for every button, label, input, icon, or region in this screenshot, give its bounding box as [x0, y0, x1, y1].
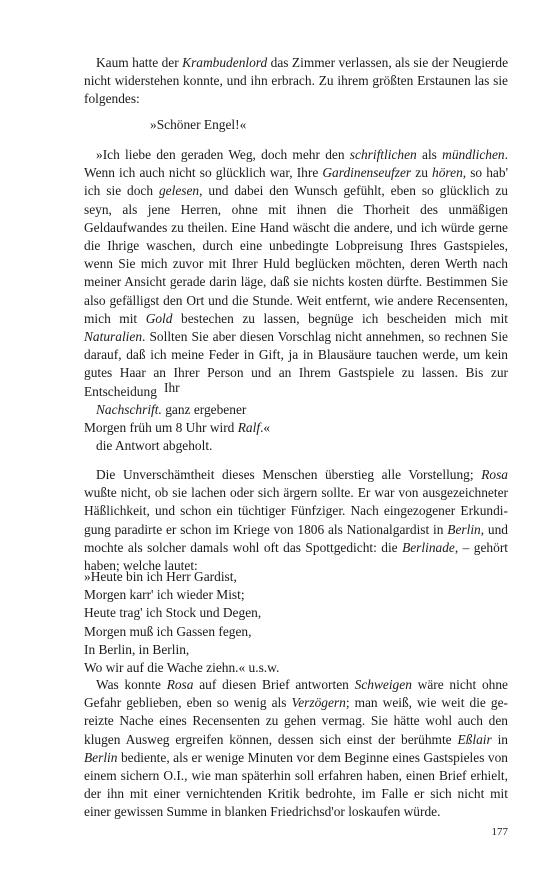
postscript-line-1: Nachschrift. ganz ergebener [96, 402, 247, 417]
poem-line: Wo wir auf die Wache ziehn.« u.s.w. [84, 660, 280, 676]
postscript-line-3: die Antwort abgeholt. [96, 438, 213, 453]
poem-line: Morgen muß ich Gassen fegen, [84, 623, 252, 639]
page-number: 177 [491, 826, 508, 838]
paragraph-closing: Was konnte Rosa auf diesen Brief antworten Schweigen wäre nicht ohne Gefahr geblieben, eben so wenig als Verzögern; man weiß, wie weit die gereizte Nache eines Recensenten zu gehen vermag. Sie hätte wohl auch den klugen Ausweg ergreifen können, dessen sich einst der berühmte Eßlair in Berlin bediente, als er wenige Minuten vor dem Beginne eines Gastspieles von einem sichern O.I., wie man späterhin soll erfahren haben, einen Brief erhielt, der ihn mit einer vernichtenden Kritik bedrohte, im Falle er sich nicht mit einer gewissen Summe in blanken Friedrichsd'or loskaufen würde. [84, 677, 509, 820]
poem-line: In Berlin, in Berlin, [84, 641, 190, 657]
letter-body: »Ich liebe den geraden Weg, doch mehr den schriftlichen als mündlichen. Wenn ich auch nicht so glücklich war, Ihre Gardinenseufzer zu hören, so hab' ich sie doch gelesen, und dabei den Wunsch gefühlt, eben so glücklich zu seyn, als jene Herren, ohne mit ihnen die Thorheit des unmäßigen Geldaufwandes zu theilen. Eine Hand wäscht die andere, und ich würde gerne die Ihrige waschen, durch eine unbedingte Lobpreisung Ihres Gastspieles, wenn Sie mich zuvor mit Ihrer Huld beglücken möchten, deren Werth nach meiner Ansicht gerade darin läge, daß sie nichts kosten dürfte. Bestimmen Sie also gefälligst den Ort und die Stunde. Weit entfernt, wie andere Recensenten, mich mit Gold bestechen zu lassen, begnüge ich bescheiden mich mit Naturalien. Sollten Sie aber diesen Vorschlag nicht annehmen, so rechnen Sie darauf, daß ich meine Feder in Gift, ja in Blausäure tauchen werde, um kein gutes Haar an Ihrer Person und an Ihrem Gastspiele zu lassen. Bis zur Entscheidung [84, 147, 509, 399]
letter-closing: Ihr [164, 380, 180, 395]
poem-line: Heute trag' ich Stock und Degen, [84, 605, 262, 621]
poem-line: »Heute bin ich Herr Gardist, [84, 569, 237, 584]
poem-berlinade [84, 568, 508, 677]
postscript-line-2: Morgen früh um 8 Uhr wird Ralf.« [84, 420, 271, 435]
letter-salutation: »Schöner Engel!« [150, 117, 247, 132]
paragraph-description: Die Unverschämtheit dieses Menschen überstieg alle Vorstellung; Rosa wußte nicht, ob sie lachen oder sich ärgern sollte. Er war von ausgezeichneter Häßlichkeit, und schon ein tüchtiger Fünfziger. Nach eingezogener Erkundigung paradirte er schon im Kriege von 1806 als Nationalgardist in Berlin, und mochte als solcher damals wohl oft das Spottgedicht: die Berlinade, – gehört haben; welche lautet: [84, 467, 508, 574]
paragraph-intro: Kaum hatte der Krambudenlord das Zimmer verlassen, als sie der Neugierde nicht widerstehen konnte, und ihn erbrach. Zu ihrem größten Erstaunen las sie folgendes: [84, 55, 509, 107]
poem-line: Morgen karr' ich wieder Mist; [84, 587, 245, 603]
